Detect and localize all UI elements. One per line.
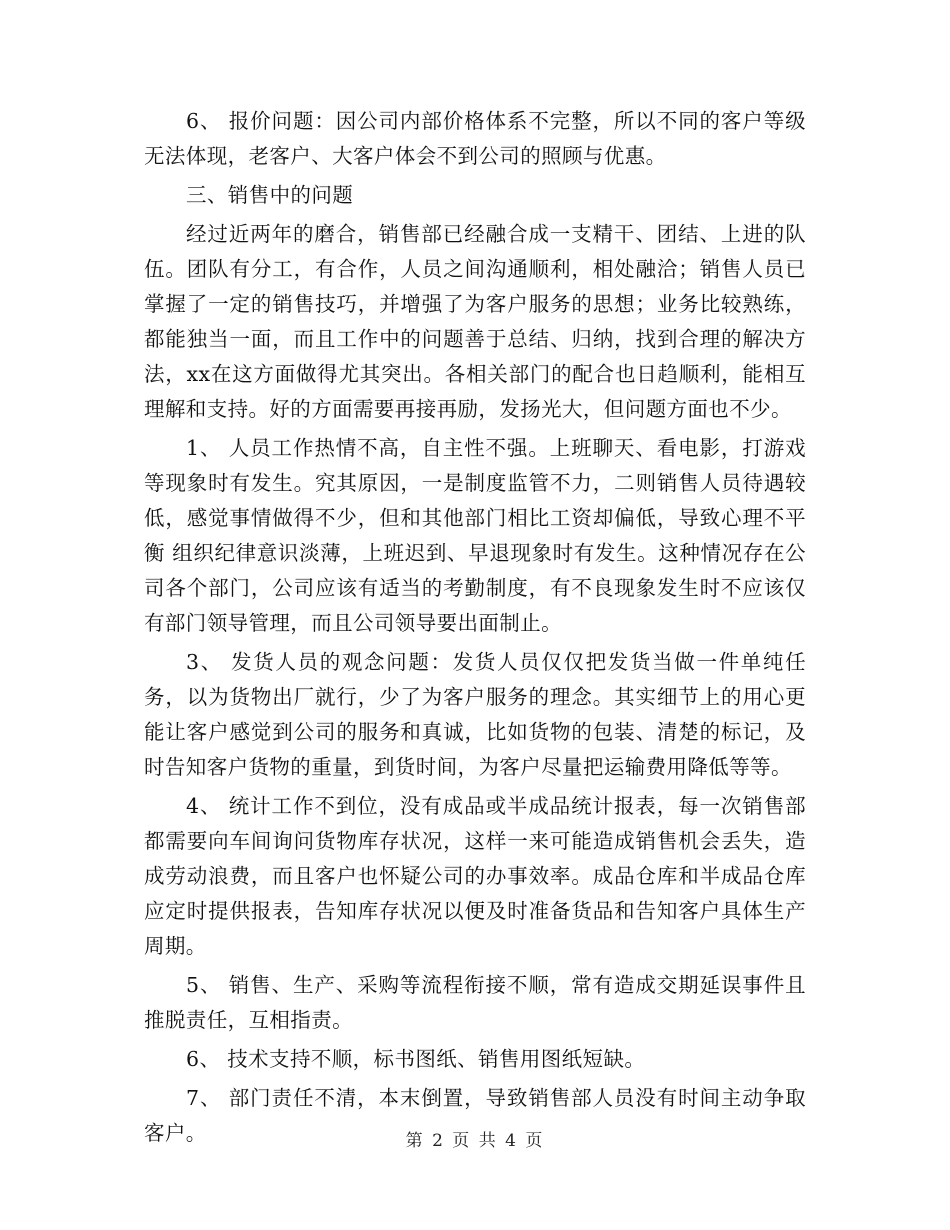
paragraph-issue-1: 1、 人员工作热情不高，自主性不强。上班聊天、看电影，打游戏等现象时有发生。究其原因，一是制度监管不力，二则销售人员待遇较低，感觉事情做得不少，但和其他部门相比工资却偏低，导致心理不平衡 组织纪律意识淡薄，上班迟到、早退现象时有发生。这种情况存在公司各个部门，公司应该有适当的考勤制度，有不良现象发生时不应该仅有部门领导管理，而且公司领导要出面制止。 — [144, 436, 806, 635]
paragraph-issue-7: 7、 部门责任不清，本末倒置，导致销售部人员没有时间主动争取客户。 — [144, 1086, 806, 1145]
paragraph-issue-4: 4、 统计工作不到位，没有成品或半成品统计报表，每一次销售部都需要向车间询问货物库存状况，这样一来可能造成销售机会丢失，造成劳动浪费，而且客户也怀疑公司的办事效率。成品仓库和半成品仓库应定时提供报表，告知库存状况以便及时准备货品和告知客户具体生产周期。 — [144, 794, 806, 958]
paragraph-issue-5: 5、 销售、生产、采购等流程衔接不顺，常有造成交期延误事件且推脱责任，互相指责。 — [144, 973, 806, 1032]
section-heading-sales-issues: 三、销售中的问题 — [186, 183, 354, 207]
paragraph-team-overview: 经过近两年的磨合，销售部已经融合成一支精干、团结、上进的队伍。团队有分工，有合作，人员之间沟通顺利，相处融洽；销售人员已掌握了一定的销售技巧，并增强了为客户服务的思想；业务比较熟练，都能独当一面，而且工作中的问题善于总结、归纳，找到合理的解决方法，xx在这方面做得尤其突出。各相关部门的配合也日趋顺利，能相互理解和支持。好的方面需要再接再励，发扬光大，但问题方面也不少。 — [144, 222, 806, 421]
page-footer: 第 2 页 共 4 页 — [405, 1131, 545, 1151]
document-body — [144, 104, 806, 1155]
paragraph-issue-6: 6、 技术支持不顺，标书图纸、销售用图纸短缺。 — [186, 1047, 646, 1071]
paragraph-pricing-issue: 6、 报价问题：因公司内部价格体系不完整，所以不同的客户等级无法体现，老客户、大客户体会不到公司的照顾与优惠。 — [144, 109, 806, 168]
paragraph-issue-3: 3、 发货人员的观念问题：发货人员仅仅把发货当做一件单纯任务，以为货物出厂就行，少了为客户服务的理念。其实细节上的用心更能让客户感觉到公司的服务和真诚，比如货物的包装、清楚的标记，及时告知客户货物的重量，到货时间，为客户尽量把运输费用降低等等。 — [144, 650, 806, 779]
